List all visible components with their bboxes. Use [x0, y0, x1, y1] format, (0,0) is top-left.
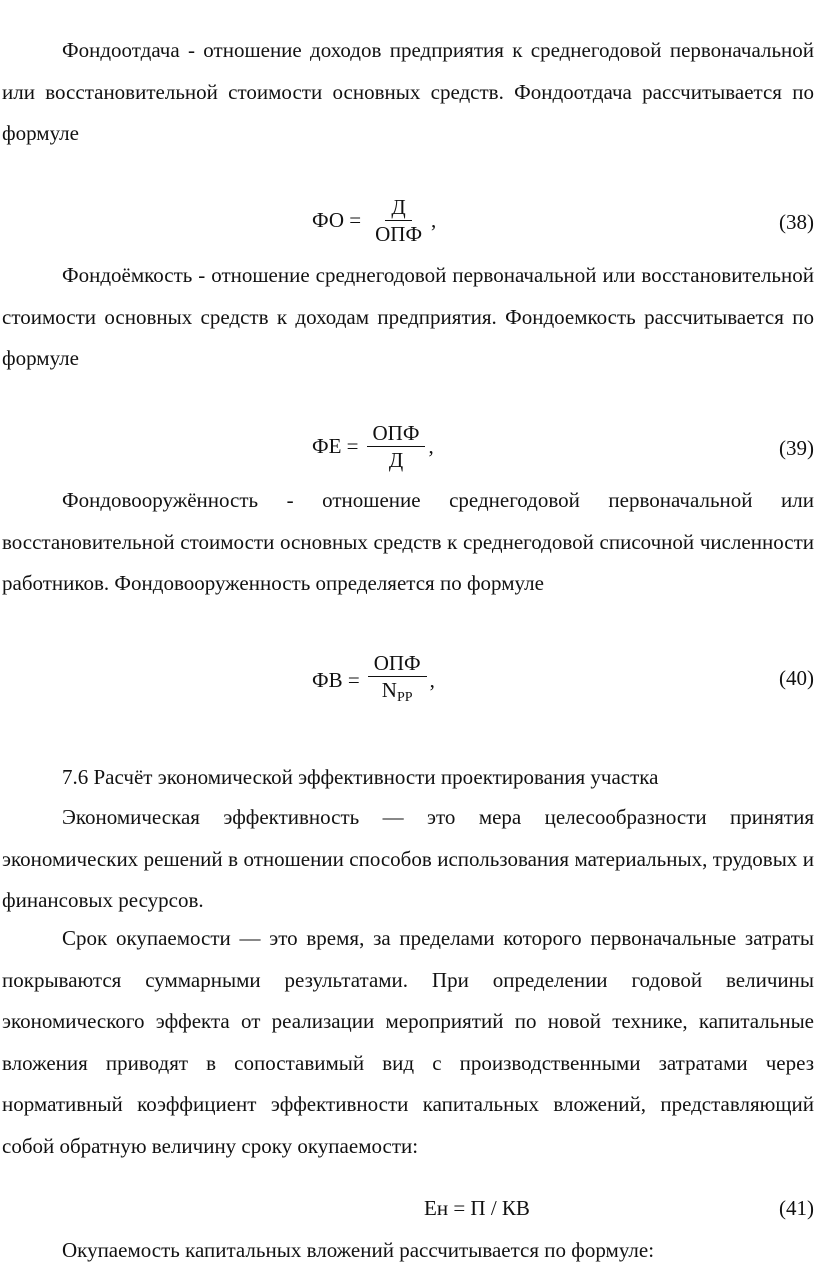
formula-38-comma: ,	[431, 208, 437, 232]
formula-40-den-main: N	[381, 678, 397, 702]
paragraph-payback-period: Срок окупаемости — это время, за пределами которого первоначальные затраты покрываются суммарными результатами. При определении годовой величины экономического эффекта от реализации мероприятий по новой технике, капитальные вложения приводят в сопоставимый вид с производственными затратами через нормативный коэффициент эффективности капитальных вложений, представляющий собой обратную величину сроку окупаемости:	[2, 926, 814, 1158]
paragraph-fondoemkost: Фондоёмкость - отношение среднегодовой первоначальной или восстановительной стоимости основных средств к доходам предприятия. Фондоемкость рассчитывается по формуле	[2, 263, 814, 370]
formula-40-number: (40)	[779, 666, 814, 690]
formula-38	[0, 190, 816, 260]
paragraph-economic-efficiency: Экономическая эффективность — это мера целесообразности принятия экономических решений в отношении способов использования материальных, трудовых и финансовых ресурсов.	[2, 805, 814, 912]
formula-39-numerator: ОПФ	[367, 420, 426, 447]
formula-38-number: (38)	[779, 210, 814, 234]
paragraph-fondovooruzhennost: Фондовооружённость - отношение среднегодовой первоначальной или восстановительной стоимости основных средств к среднегодовой списочной численности работников. Фондовооруженность определяется по формуле	[2, 488, 814, 595]
formula-38-numerator: Д	[385, 194, 411, 221]
formula-41-expression: Ен = П / КВ	[424, 1196, 530, 1220]
formula-39-comma: ,	[428, 434, 434, 458]
formula-39-lhs: ФЕ =	[312, 434, 359, 458]
paragraph-fondootdacha: Фондоотдача - отношение доходов предприятия к среднегодовой первоначальной или восстановительной стоимости основных средств. Фондоотдача рассчитывается по формуле	[2, 38, 814, 145]
formula-41-number: (41)	[779, 1196, 814, 1220]
formula-39-number: (39)	[779, 436, 814, 460]
formula-40	[0, 644, 816, 714]
formula-40-numerator: ОПФ	[368, 650, 427, 677]
formula-41	[0, 1190, 816, 1230]
formula-39-denominator: Д	[388, 448, 404, 472]
formula-40-denominator	[376, 677, 419, 711]
formula-39	[0, 414, 816, 484]
formula-40-den-sub: PP	[396, 690, 413, 705]
formula-38-lhs: ФО =	[312, 208, 362, 232]
section-heading: 7.6 Расчёт экономической эффективности проектирования участка	[62, 765, 659, 789]
paragraph-payback-capital: Окупаемость капитальных вложений рассчитывается по формуле:	[62, 1238, 655, 1262]
formula-40-lhs: ФВ =	[312, 668, 360, 692]
formula-40-comma: ,	[429, 668, 435, 692]
formula-38-denominator: ОПФ	[375, 222, 423, 246]
